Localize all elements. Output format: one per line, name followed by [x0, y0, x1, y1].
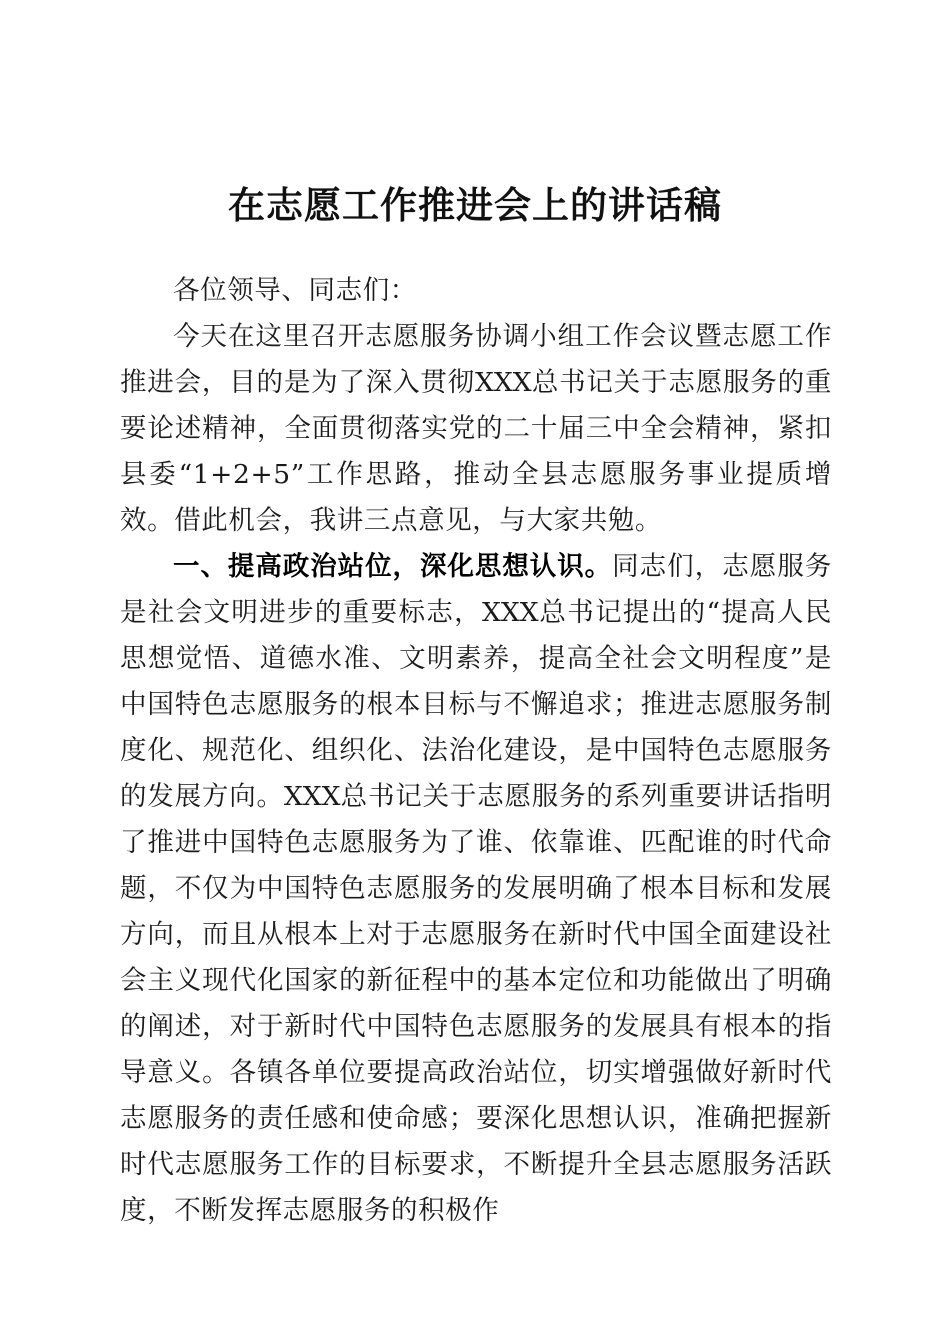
text-run: 总书记提出的“提高人民思想觉悟、道德水准、文明素养，提高全社会文明程度”是中国特色志愿服务的根本目标与不懈追求；推进志愿服务制度化、规范化、组织化、法治化建设，是中国特色志愿服务的发展方向。: [120, 597, 832, 812]
page-title: 在志愿工作推进会上的讲话稿: [228, 183, 722, 227]
placeholder-name-run: XXX: [475, 367, 532, 398]
text-run: 总书记关于志愿服务的重要论述精神，全面贯彻落实党的二十届三中全会精神，紧扣县委“1+2+5”工作思路，推动全县志愿服务事业提质增效。借此机会，我讲三点意见，与大家共勉。: [120, 367, 832, 536]
text-run: 同志们，志愿服务是社会文明进步的重要标志，: [120, 551, 832, 628]
text-run: 今天在这里召开志愿服务协调小组工作会议暨志愿工作推进会，目的是为了深入贯彻: [120, 321, 832, 398]
document-body: [120, 268, 832, 1234]
paragraph-opening: [120, 314, 832, 544]
paragraph-section-one: [120, 544, 832, 1234]
placeholder-name-run: XXX: [283, 781, 341, 812]
salutation-line: 各位领导、同志们：: [173, 275, 417, 306]
section-heading-run: 一、提高政治站位，深化思想认识。: [173, 551, 613, 582]
placeholder-name-run: XXX: [482, 597, 539, 628]
text-run: 总书记关于志愿服务的系列重要讲话指明了推进中国特色志愿服务为了谁、依靠谁、匹配谁的时代命题，不仅为中国特色志愿服务的发展明确了根本目标和发展方向，而且从根本上对于志愿服务在新时代中国全面建设社会主义现代化国家的新征程中的基本定位和功能做出了明确的阐述，对于新时代中国特色志愿服务的发展具有根本的指导意义。各镇各单位要提高政治站位，切实增强做好新时代志愿服务的责任感和使命感；要深化思想认识，准确把握新时代志愿服务工作的目标要求，不断提升全县志愿服务活跃度，不断发挥志愿服务的积极作: [120, 781, 832, 1226]
